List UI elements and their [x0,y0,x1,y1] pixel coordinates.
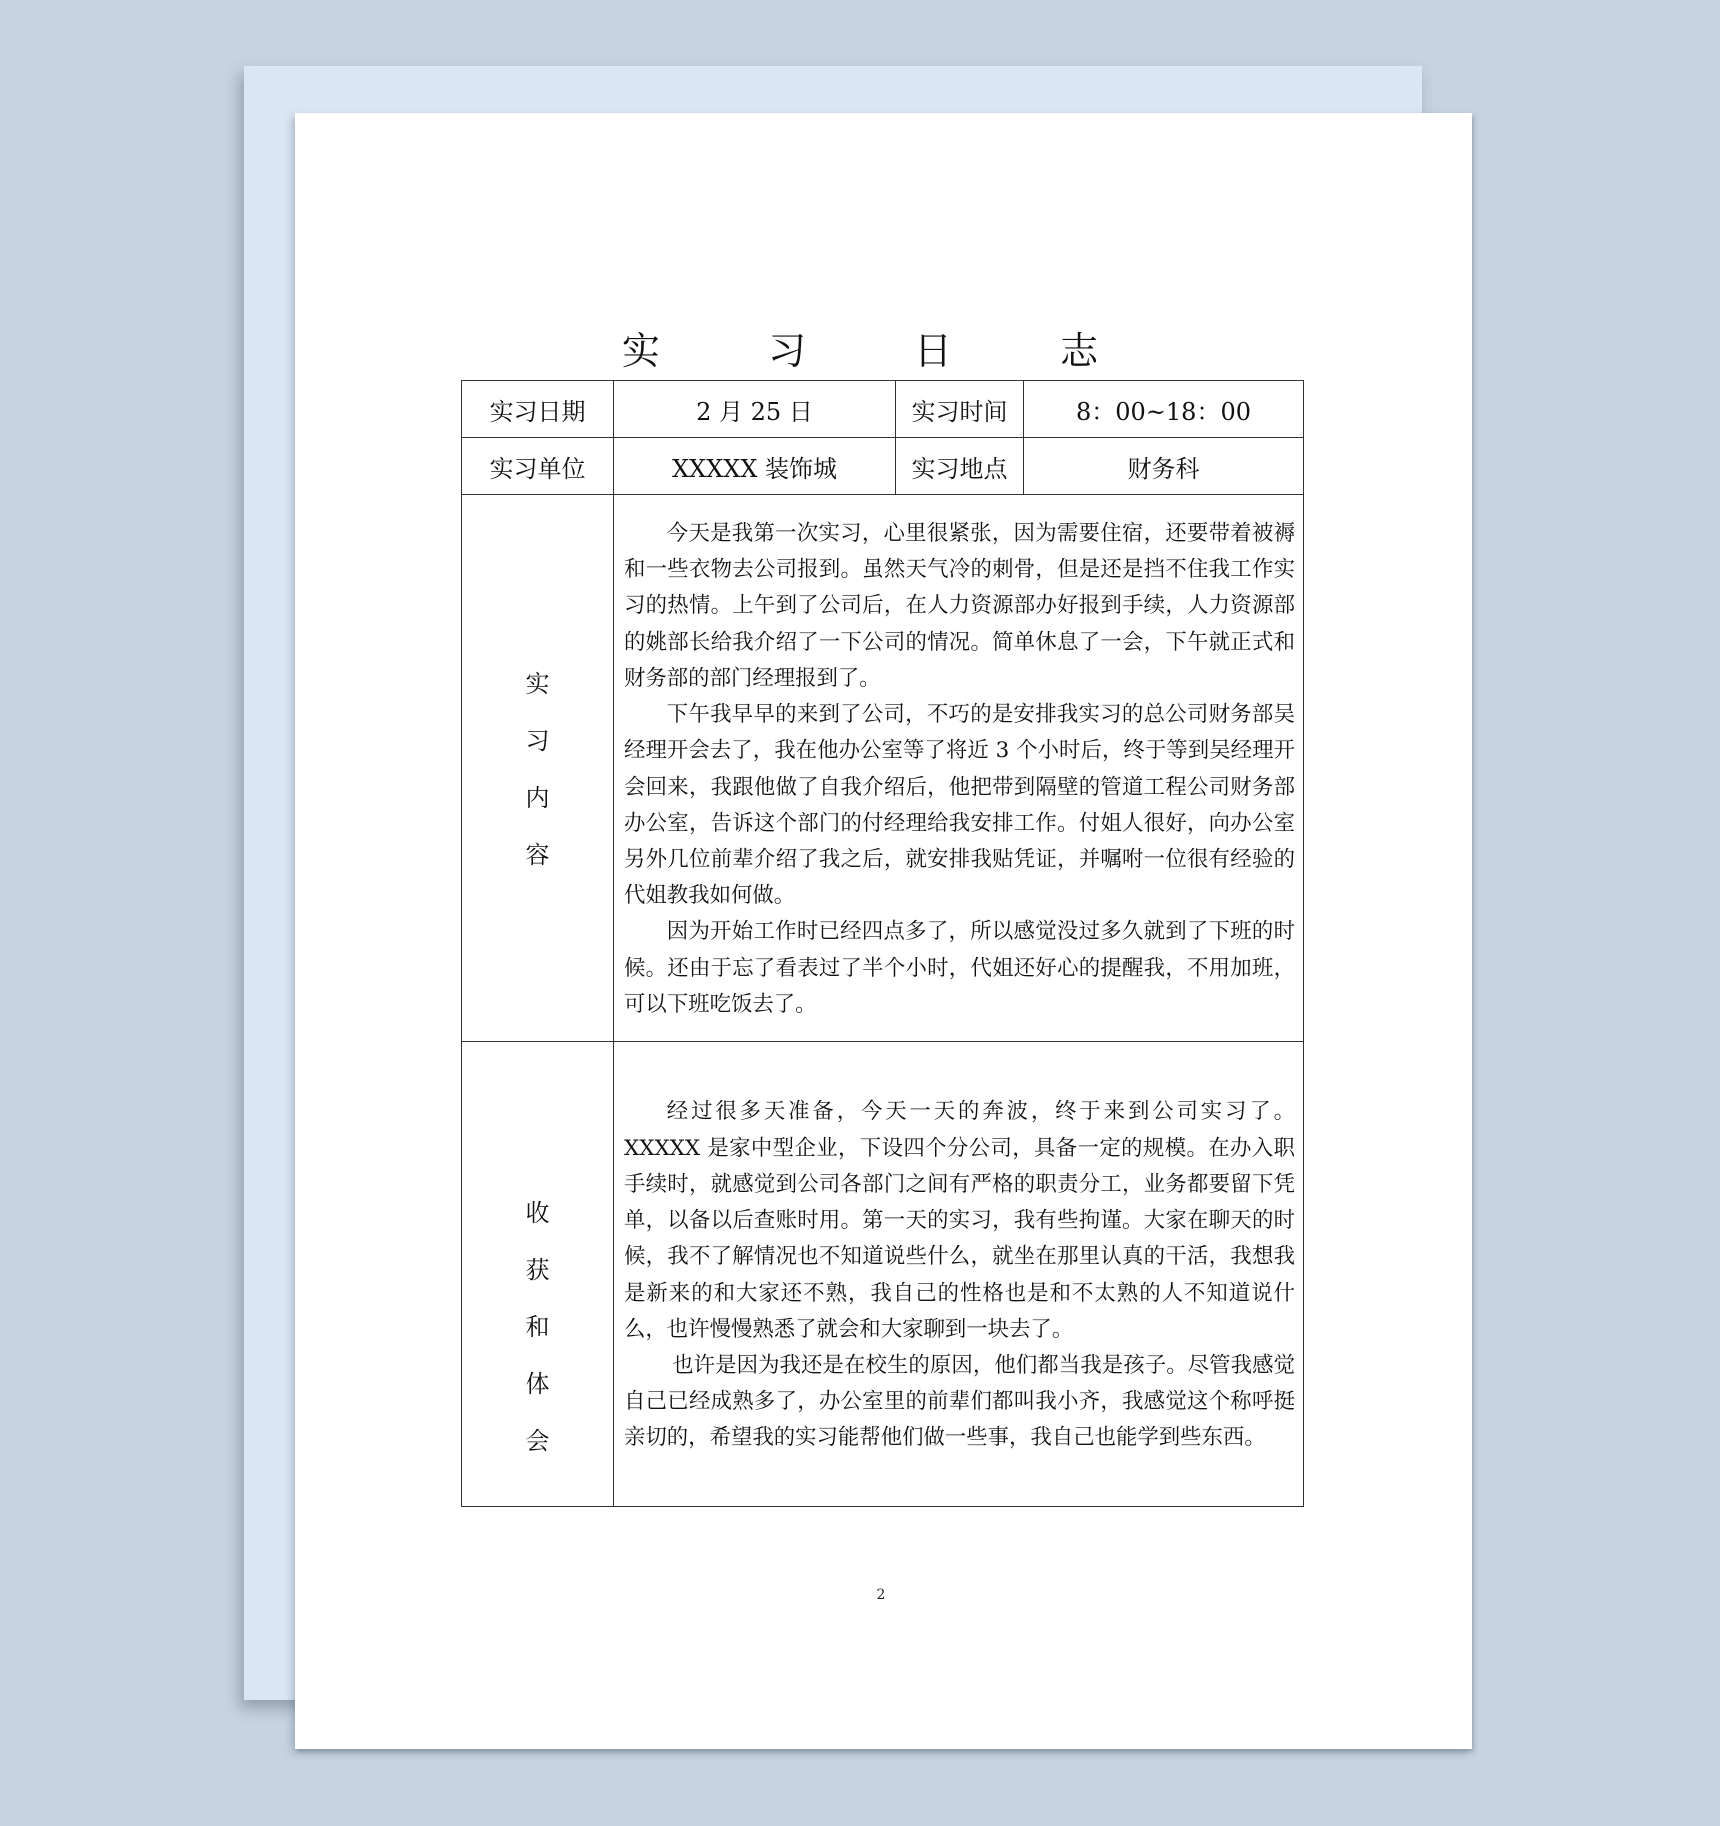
harvest-paragraph: 经过很多天准备，今天一天的奔波，终于来到公司实习了。XXXXX 是家中型企业，下设四个分公司，具备一定的规模。在办入职手续时，就感觉到公司各部门之间有严格的职责分工，业务都要留下凭单，以备以后查账时用。第一天的实习，我有些拘谨。大家在聊天的时候，我不了解情况也不知道说些什么，就坐在那里认真的干活，我想我是新来的和大家还不熟，我自己的性格也是和不太熟的人不知道说什么，也许慢慢熟悉了就会和大家聊到一块去了。 [624,1099,1295,1342]
harvest-vertical-label [462,1185,613,1470]
harvest-body [614,1091,1303,1456]
content-vertical-label [462,656,613,884]
info-row-unit-location [462,438,1304,495]
document-title: 实 习 日 志 [621,329,1147,373]
content-paragraph: 今天是我第一次实习，心里很紧张，因为需要住宿，还要带着被褥和一些衣物去公司报到。虽然天气冷的刺骨，但是还是挡不住我工作实习的热情。上午到了公司后，在人力资源部办好报到手续，人力资源部的姚部长给我介绍了一下公司的情况。简单休息了一会，下午就正式和财务部的部门经理报到了。 [624,521,1295,691]
content-body [614,513,1303,1023]
content-row [462,495,1304,1042]
info-row-date-time [462,381,1304,438]
label-char: 实 [525,670,550,698]
label-internship-location: 实习地点 [896,438,1024,495]
label-char: 容 [525,841,550,869]
label-internship-date: 实习日期 [462,381,614,438]
label-char: 内 [525,784,550,812]
content-paragraph: 下午我早早的来到了公司，不巧的是安排我实习的总公司财务部吴经理开会去了，我在他办公室等了将近 3 个小时后，终于等到吴经理开会回来，我跟他做了自我介绍后，他把带到隔壁的管道工程公司财务部办公室，告诉这个部门的付经理给我安排工作。付姐人很好，向办公室另外几位前辈介绍了我之后，就安排我贴凭证，并嘱咐一位很有经验的代姐教我如何做。 [624,702,1295,909]
label-internship-unit: 实习单位 [462,438,614,495]
label-char: 获 [525,1255,550,1284]
internship-log-table [461,380,1304,1507]
label-char: 体 [525,1369,550,1398]
content-label-cell [462,495,614,1042]
harvest-row [462,1042,1304,1507]
label-char: 和 [525,1312,550,1341]
label-char: 收 [525,1198,550,1227]
value-internship-location: 财务科 [1024,438,1304,495]
harvest-paragraph: 也许是因为我还是在校生的原因，他们都当我是孩子。尽管我感觉自己已经成熟多了，办公室里的前辈们都叫我小齐，我感觉这个称呼挺亲切的，希望我的实习能帮他们做一些事，我自己也能学到些东西。 [624,1352,1295,1451]
label-char: 会 [525,1426,550,1455]
harvest-label-cell [462,1042,614,1507]
value-internship-unit: XXXXX 装饰城 [614,438,896,495]
value-internship-date: 2 月 25 日 [614,381,896,438]
content-paragraph: 因为开始工作时已经四点多了，所以感觉没过多久就到了下班的时候。还由于忘了看表过了半个小时，代姐还好心的提醒我，不用加班，可以下班吃饭去了。 [624,919,1295,1017]
harvest-text-cell [614,1042,1304,1507]
content-text-cell [614,495,1304,1042]
label-char: 习 [525,727,550,755]
value-internship-time: 8：00~18：00 [1024,381,1304,438]
label-internship-time: 实习时间 [896,381,1024,438]
page-number: 2 [876,1587,886,1603]
